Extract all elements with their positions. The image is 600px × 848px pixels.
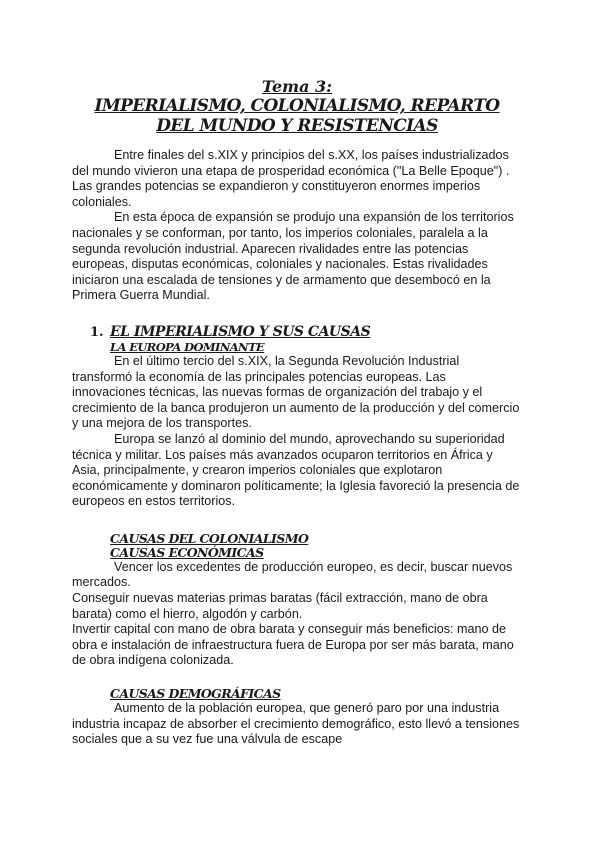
intro-paragraph-2: En esta época de expansión se produjo una expansión de los territorios nacionales y se conforman, por tanto, los imperios coloniales, paralela a la segunda revolución industrial. Aparecen rivalidades entre las potencias europeas, disputas económicas, coloniales y nacionales. Estas rivalidades iniciaron una escalada de tensiones y de armamento que desembocó en la Primera Guerra Mundial. xyxy=(72,210,514,303)
main-title-line1: IMPERIALISMO, COLONIALISMO, REPARTO xyxy=(94,96,500,116)
econ-paragraph-1: Vencer los excedentes de producción europeo, es decir, buscar nuevos mercados. xyxy=(72,559,513,590)
causas-colonialismo-title: CAUSAS DEL COLONIALISMO xyxy=(110,530,309,546)
section-1-paragraph-1: En el último tercio del s.XIX, la Segunda Revolución Industrial transformó la economía de las principales potencias europeas. Las innovaciones técnicas, las nuevas formas de organización del trabajo y el crecimiento de la banca produjeron un aumento de la producción y del comercio y una mejora de los transportes. xyxy=(72,353,520,431)
title-block xyxy=(72,0,522,136)
econ-paragraph-2: Conseguir nuevas materias primas baratas (fácil extracción, mano de obra barata) como el hierro, algodón y carbón. xyxy=(72,591,488,621)
main-title-line2: DEL MUNDO Y RESISTENCIAS xyxy=(156,116,438,136)
section-1-paragraph-2: Europa se lanzó al dominio del mundo, aprovechando su superioridad técnica y militar. Los países más avanzados ocuparon territorios en África y Asia, principalmente, y crearon imperios coloniales que explotaron económicamente y dominaron políticamente; la Iglesia favoreció la presencia de europeos en estos territorios. xyxy=(72,431,520,509)
section-1-title: EL IMPERIALISMO Y SUS CAUSAS xyxy=(110,323,371,340)
intro-paragraph-1: Entre finales del s.XIX y principios del s.XX, los países industrializados del mundo vivieron una etapa de prosperidad económica ("La Belle Epoque") . Las grandes potencias se expandieron y constituyeron enormes imperios coloniales. xyxy=(72,148,510,209)
tema-heading: Tema 3: xyxy=(261,77,333,96)
demo-paragraph-1: Aumento de la población europea, que generó paro por una industria industria incapaz de absorber el crecimiento demográfico, esto llevó a tensiones sociales que a su vez fue una válvula de escape xyxy=(72,701,520,747)
section-1-number: 1. xyxy=(90,324,104,340)
causas-economicas-title: CAUSAS ECONÓMICAS xyxy=(110,544,264,560)
section-1-heading xyxy=(72,324,522,340)
causas-demograficas-title: CAUSAS DEMOGRÁFICAS xyxy=(110,686,281,702)
section-1-subtitle: LA EUROPA DOMINANTE xyxy=(110,339,265,354)
econ-paragraph-3: Invertir capital con mano de obra barata y conseguir más beneficios: mano de obra e instalación de infraestructura fuera de Europa por ser más barata, mano de obra indígena colonizada. xyxy=(72,622,514,668)
